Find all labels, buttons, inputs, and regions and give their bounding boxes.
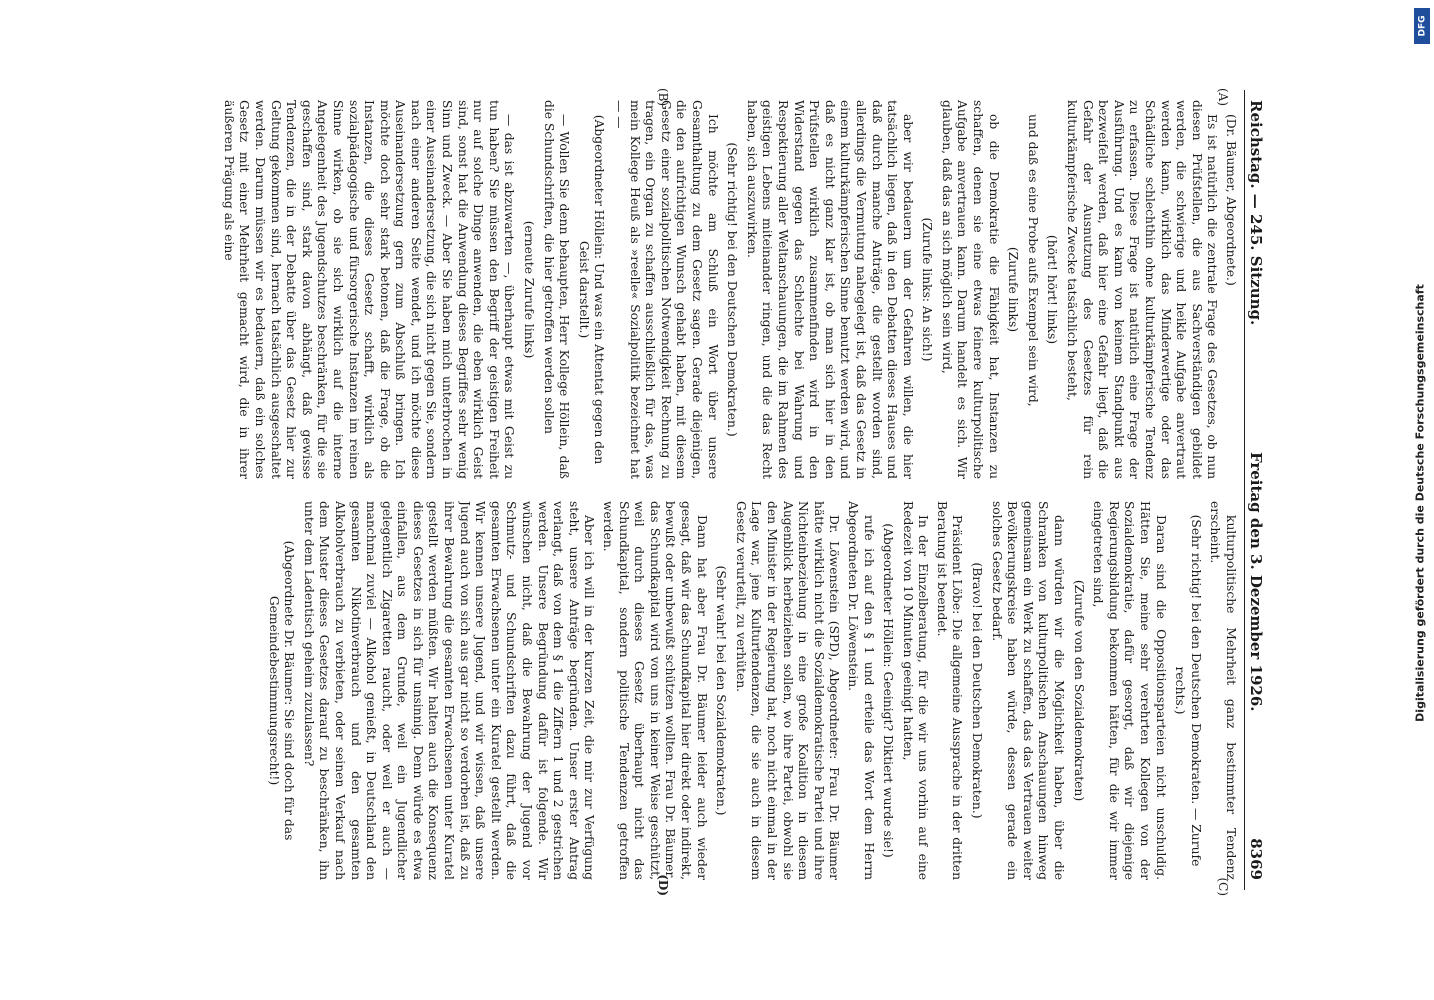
paragraph: Dann hat aber Frau Dr. Bäumer leider auch wieder gesagt, daß wir das Schundkapital hier direkt oder indirekt, bewußt oder unbewußt schützen wollten. Frau Dr. Bäumer, das Schundkapital wird von uns in keiner Weise geschützt, weil durch dieses Gesetz überhaupt nicht das Schundkapital, sondern politische Tendenzen getroffen werden. [601, 501, 709, 880]
interjection: (Sehr wahr! bei den Sozialdemokraten.) [714, 565, 729, 816]
interjection: (Zurufe links) [1006, 246, 1021, 333]
funding-note: Digitalisierung gefördert durch die Deutsche Forschungsgemeinschaft [1413, 284, 1427, 722]
dfg-logo-text: DFG [1417, 15, 1428, 37]
interjection: (Bravo! bei den Deutschen Demokraten.) [970, 562, 985, 819]
paragraph: rufe ich auf den § 1 und erteile das Wort dem Herrn Abgeordneten Dr. Löwenstein. [845, 501, 876, 880]
margin-mark-a: (A) [1216, 88, 1230, 107]
paragraph: Daran sind die Oppositionsparteien nicht unschuldig. Hätten Sie, meine sehr verehrten Kollegen von der Sozialdemokratie, dafür gesorgt, daß wir diejenige Regierungsbildung bekommen hätten, für die wir immer eingetreten sind, [1091, 501, 1168, 880]
paragraph: und daß es eine Probe aufs Exempel sein wird, [1025, 114, 1040, 407]
paragraph: ob die Demokratie die Fähigkeit hat, Instanzen zu schaffen, denen sie eine etwas feinere kulturpolitische Aufgabe anvertrauen kann. Darum handelt es sich. Wir glauben, daß das an sich möglich sein wird, [939, 100, 1001, 479]
left-column [120, 100, 1238, 479]
paragraph: kulturpolitische Mehrheit ganz bestimmter Tendenz erscheint. [1208, 501, 1238, 880]
interjection: (Abgeordnete Dr. Bäumer: Sie sind doch für das Gemeindebestimmungsrecht!) [266, 540, 297, 841]
interjection: (Abgeordneter Höllein: Geeinigt? Diktiert wurde sie!) [881, 523, 896, 858]
paragraph: dann würden wir die Möglichkeit haben, über die Schranken von kulturpolitischen Anschauungen hinweg gemeinsam ein Werk zu schaffen, das das Vertrauen weiter Bevölkerungskreise haben würde, dessen gerade ein solches Gesetz bedarf. [989, 501, 1067, 880]
interjection: (hört! hört! links) [1045, 234, 1060, 345]
interjection: (Abgeordneter Höllein: Und was ein Attentat gegen den Geist darstellt.) [576, 114, 607, 465]
right-column [120, 501, 1238, 880]
interjection: (Sehr richtig! bei den Deutschen Demokraten.) [725, 142, 740, 437]
margin-mark-c: (C) [1216, 877, 1230, 896]
rotated-page-content [120, 88, 1270, 896]
paragraph: — Wollen Sie denn behaupten, Herr Kollege Höllein, daß die Schundschriften, die hier getroffen werden sollen [541, 100, 572, 479]
interjection: (Sehr richtig! bei den Deutschen Demokraten. — Zurufe rechts.) [1173, 514, 1203, 867]
header-left: Reichstag. — 245. Sitzung. [1247, 100, 1265, 326]
document-page [120, 88, 1270, 896]
header-center: Freitag den 3. Dezember 1926. [1247, 451, 1265, 712]
paragraph: (Dr. Bäumer, Abgeordnete.) [1224, 114, 1238, 286]
page-header [1244, 90, 1270, 890]
text-columns [120, 90, 1238, 890]
interjection: (erneute Zurufe links) [522, 220, 537, 359]
interjection: (Zurufe links: An sich!) [920, 217, 935, 362]
dfg-logo [1414, 8, 1430, 44]
paragraph: Präsident Löbe: Die allgemeine Aussprache in der dritten Beratung ist beendet. [934, 501, 965, 880]
page-number: 8369 [1247, 838, 1265, 880]
paragraph: — das ist abzuwarten —, überhaupt etwas mit Geist zu tun haben? Sie müssen den Begriff der geistigen Freiheit nur auf solche Dinge anwenden, die eben wirklich Geist sind, sonst hat die Anwendung dieses Begriffes sehr wenig Sinn und Zweck. — Aber Sie haben mich unterbrochen in einer Auseinandersetzung, die sich nicht gegen Sie, sondern nach einer anderen Seite wendet, und ich möchte diese Auseinandersetzung gern zum Abschluß bringen. Ich möchte doch sehr stark betonen, daß die Frage, ob die Instanzen, die dieses Gesetz schafft, wirklich als sozialpädagogische und fürsorgerische Instanzen im reinen Sinne wirken, ob sie sich wirklich auf die interne Angelegenheit des Jugendschutzes beschränken, für die sie geschaffen sind, stark davon abhängt, daß gewisse Tendenzen, die in der Debatte über das Gesetz hier zur Geltung gekommen sind, hernach tatsächlich ausgeschaltet werden. Darum müssen wir es bedauern, daß ein solches Gesetz mit einer Mehrheit gemacht wird, die in ihrer äußeren Prägung als eine [221, 100, 517, 479]
paragraph: aber wir bedauern um der Gefahren willen, die hier tatsächlich liegen, daß in den Debatten dieses Hauses und daß durch manche Anträge, die gestellt worden sind, allerdings die Vermutung nahegelegt ist, daß das Gesetz in einem kulturkämpferischen Sinne benutzt werden wird, und daß es nicht ganz klar ist, ob man sich hier in den Prüfstellen wirklich zusammenfinden wird in den Widerstand gegen das Schlechte bei Wahrung und Respektierung aller Weltanschauungen, die im Rahmen des geistigen Lebens miteinander ringen, und die das Recht haben, sich auszuwirken. [744, 100, 915, 479]
paragraph: Dr. Löwenstein (SPD), Abgeordneter: Frau Dr. Bäumer hätte wirklich nicht die Sozialdemokratische Partei und ihre Nichteinbeziehung in eine große Koalition in diesem Augenblick herbeiziehen sollen, wo ihre Partei, obwohl sie den Minister in der Regierung hat, noch nicht einmal in der Lage war, jene Kulturtendenzen, die sie auch in diesem Gesetz verurteilt, zu verhüten. [733, 501, 842, 880]
margin-mark-d: (D) [656, 874, 670, 896]
paragraph: Es ist natürlich die zentrale Frage des Gesetzes, ob nun diesen Prüfstellen, die aus Sachverständigen gebildet werden, die schwierige und heikle Aufgabe anvertraut werden kann, wirklich das Minderwertige oder das Schädliche schlechthin ohne kulturkämpferische Tendenz zu erfassen. Diese Frage ist natürlich eine Frage der Ausführung. Und es kann von keinem Standpunkt aus bezweifelt werden, daß hier eine Gefahr liegt, daß die Gefahr der Ausnutzung des Gesetzes für rein kulturkämpferische Zwecke tatsächlich besteht, [1065, 100, 1220, 479]
interjection: (Zurufe von den Sozialdemokraten) [1071, 579, 1086, 802]
paragraph: Ich möchte am Schluß ein Wort über unsere Gesamthaltung zu dem Gesetz sagen. Gerade diejenigen, die den aufrichtigen Wunsch gehabt haben, mit diesem Gesetz einer sozialpolitischen Notwendigkeit Rechnung zu tragen, ein Organ zu schaffen ausschließlich für das, was mein Kollege Heuß als »reelle« Sozialpolitik bezeichnet hat — — [612, 100, 720, 479]
digitization-note [1408, 8, 1432, 998]
paragraph: In der Einzelberatung, für die wir uns vorhin auf eine Redezeit von 10 Minuten geeinigt hatten, [900, 501, 931, 880]
paragraph: Aber ich will in der kurzen Zeit, die mir zur Verfügung steht, unsere Anträge begründen. Unser erster Antrag verlangt, daß von dem § 1 die Ziffern 1 und 2 gestrichen werden. Unsere Begründung dafür ist folgende. Wir wünschen nicht, daß die Bewahrung der Jugend vor Schmutz- und Schundschriften dazu führt, daß die gesamten Erwachsenen unter ein Kuratel gestellt werden. Wir kennen unsere Jugend, und wir wissen, daß unsere Jugend auch von sich aus gar nicht so verdorben ist, daß zu ihrer Bewahrung die gesamten Erwachsenen unter Kuratel gestellt werden müßten. Wir halten auch die Konsequenz dieses Gesetzes in sich für unsinnig. Denn würde es etwa einfallen, aus dem Grunde, weil ein Jugendlicher gelegentlich Zigaretten raucht, oder weil er auch — manchmal zuviel — Alkohol genießt, in Deutschland den gesamten Nikotinverbrauch und den gesamten Alkoholverbrauch zu verbieten, oder seinen Verkauf nach dem Muster dieses Gesetzes darauf zu beschränken, ihn unter dem Ladentisch geheim zuzulassen? [301, 501, 597, 880]
margin-mark-b: (B) [656, 88, 670, 107]
